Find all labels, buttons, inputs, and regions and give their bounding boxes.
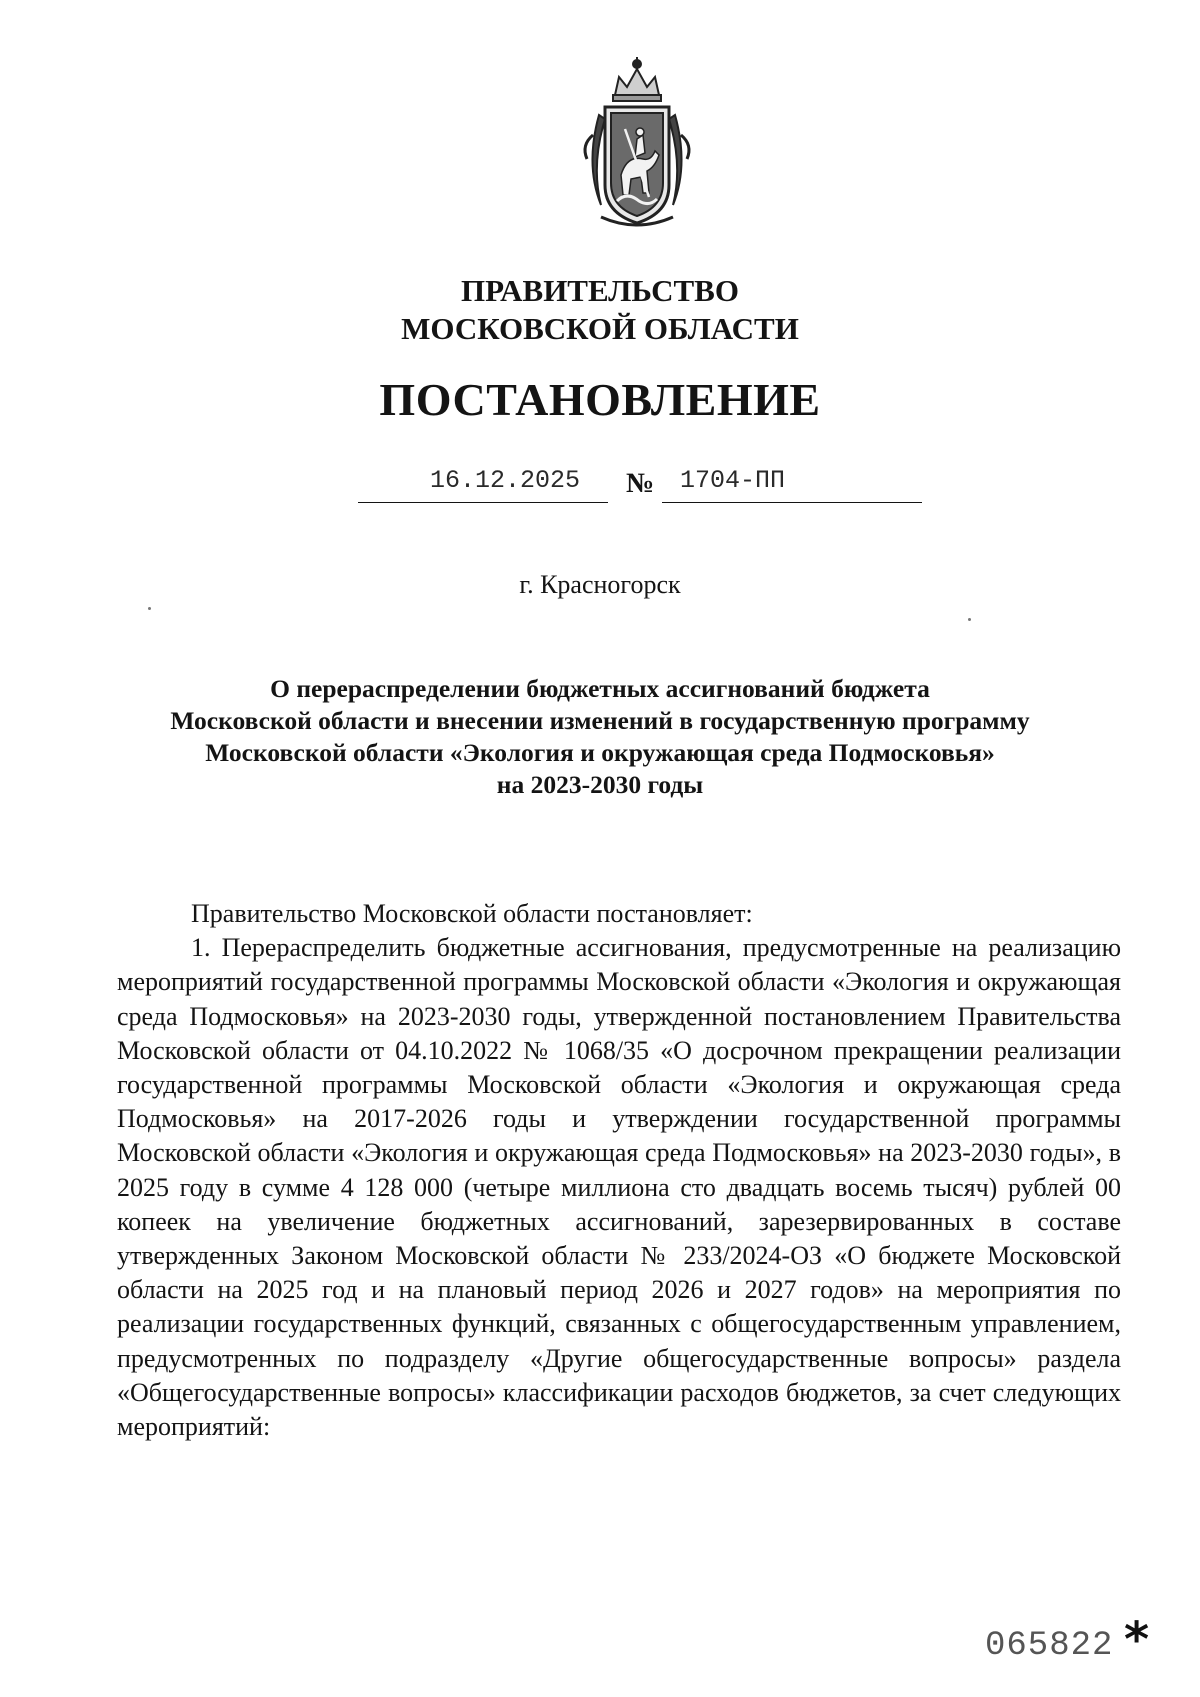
subject-line: Московской области и внесении изменений в государственную программу	[170, 706, 1030, 735]
document-subject	[0, 673, 1200, 801]
document-date: 16.12.2025	[430, 466, 581, 495]
organization-name-line-1: ПРАВИТЕЛЬСТВО	[461, 273, 739, 308]
number-field	[662, 464, 922, 503]
subject-line: О перераспределении бюджетных ассигнований бюджета	[270, 674, 930, 703]
subject-line: Московской области «Экология и окружающая среда Подмосковья»	[205, 738, 995, 767]
city-name: г. Красногорск	[519, 570, 681, 599]
paragraph-1: 1. Перераспределить бюджетные ассигнования, предусмотренные на реализацию мероприятий государственной программы Московской области «Экология и окружающая среда Подмосковья» на 2023-2030 годы, утвержденной постановлением Правительства Московской области от 04.10.2022 № 1068/35 «О досрочном прекращении реализации государственной программы Московской области «Экология и окружающая среда Подмосковья» на 2017-2026 годы и утверждении государственной программы Московской области «Экология и окружающая среда Подмосковья» на 2023-2030 годы», в 2025 году в сумме 4 128 000 (четыре миллиона сто двадцать восемь тысяч) рублей 00 копеек на увеличение бюджетных ассигнований, зарезервированных в составе утвержденных Законом Московской области № 233/2024-ОЗ «О бюджете Московской области на 2025 год и на плановый период 2026 и 2027 годов» на мероприятия по реализации государственных функций, связанных с общегосударственным управлением, предусмотренных по подразделу «Другие общегосударственные вопросы» раздела «Общегосударственные вопросы» классификации расходов бюджетов, за счет следующих мероприятий:	[117, 933, 1121, 1442]
form-serial-number: 065822	[985, 1627, 1114, 1665]
organization-name-line-2: МОСКОВСКОЙ ОБЛАСТИ	[401, 311, 799, 346]
scan-speck	[968, 618, 971, 621]
subject-line: на 2023-2030 годы	[496, 770, 704, 799]
number-sign: №	[626, 468, 655, 499]
date-field	[358, 464, 608, 503]
scan-speck	[148, 607, 151, 610]
document-type-title: ПОСТАНОВЛЕНИЕ	[379, 374, 821, 425]
preamble: Правительство Московской области постановляет:	[191, 899, 753, 928]
moscow-oblast-coat-of-arms-icon	[577, 55, 697, 231]
asterisk-mark: *	[1124, 1612, 1150, 1668]
document-number: 1704-ПП	[680, 466, 786, 495]
document-body	[117, 897, 1121, 1444]
